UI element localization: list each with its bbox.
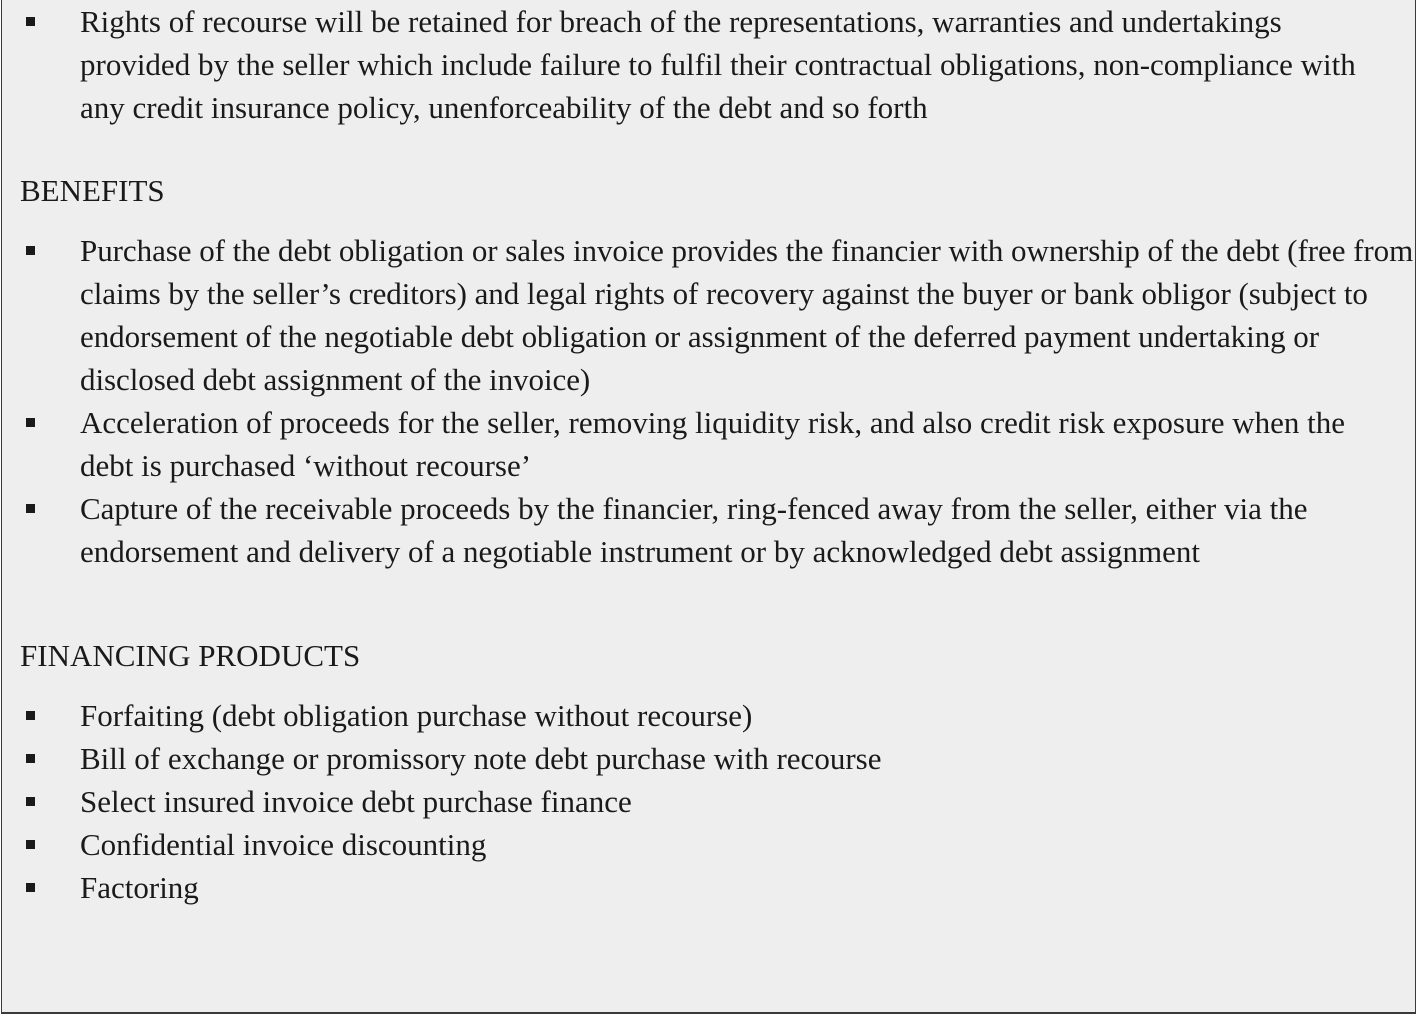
document-body [20,0,1420,909]
list-item [20,823,1420,866]
financing-products-list [20,694,1420,909]
list-item [20,780,1420,823]
bullet-icon [26,246,35,255]
list-item-text: Factoring [80,870,199,905]
bullet-icon [26,883,35,892]
recourse-list [20,0,1420,129]
bullet-icon [26,840,35,849]
bullet-icon [26,754,35,763]
bullet-icon [26,797,35,806]
list-item [20,866,1420,909]
bullet-icon [26,418,35,427]
list-item [20,737,1420,780]
list-item [20,487,1400,573]
list-item-text: Acceleration of proceeds for the seller, removing liquidity risk, and also credit risk exposure when the debt is purchased ‘without recourse’ [80,405,1346,483]
financing-products-heading: FINANCING PRODUCTS [20,638,361,673]
bullet-icon [26,504,35,513]
list-item [20,694,1420,737]
content-box [1,0,1416,1014]
list-item-text: Forfaiting (debt obligation purchase without recourse) [80,698,753,733]
list-item-text: Select insured invoice debt purchase finance [80,784,632,819]
benefits-list [20,229,1420,573]
bullet-icon [26,711,35,720]
list-item-text: Confidential invoice discounting [80,827,487,862]
benefits-heading: BENEFITS [20,173,165,208]
list-item [20,401,1400,487]
list-item-text: Capture of the receivable proceeds by the financier, ring-fenced away from the seller, either via the endorsement and delivery of a negotiable instrument or by acknowledged debt assignment [80,491,1308,569]
list-item-text: Bill of exchange or promissory note debt purchase with recourse [80,741,882,776]
list-item-text: Purchase of the debt obligation or sales invoice provides the financier with ownership of the debt (free from claims by the seller’s creditors) and legal rights of recovery against the buyer or bank obligor (subject to endorsement of the negotiable debt obligation or assignment of the deferred payment undertaking or disclosed debt assignment of the invoice) [80,233,1414,397]
list-item-text: Rights of recourse will be retained for breach of the representations, warranties and undertakings provided by the seller which include failure to fulfil their contractual obligations, non-compliance with any credit insurance policy, unenforceability of the debt and so forth [80,4,1356,125]
list-item [20,229,1420,401]
bullet-icon [26,17,35,26]
list-item [20,0,1380,129]
